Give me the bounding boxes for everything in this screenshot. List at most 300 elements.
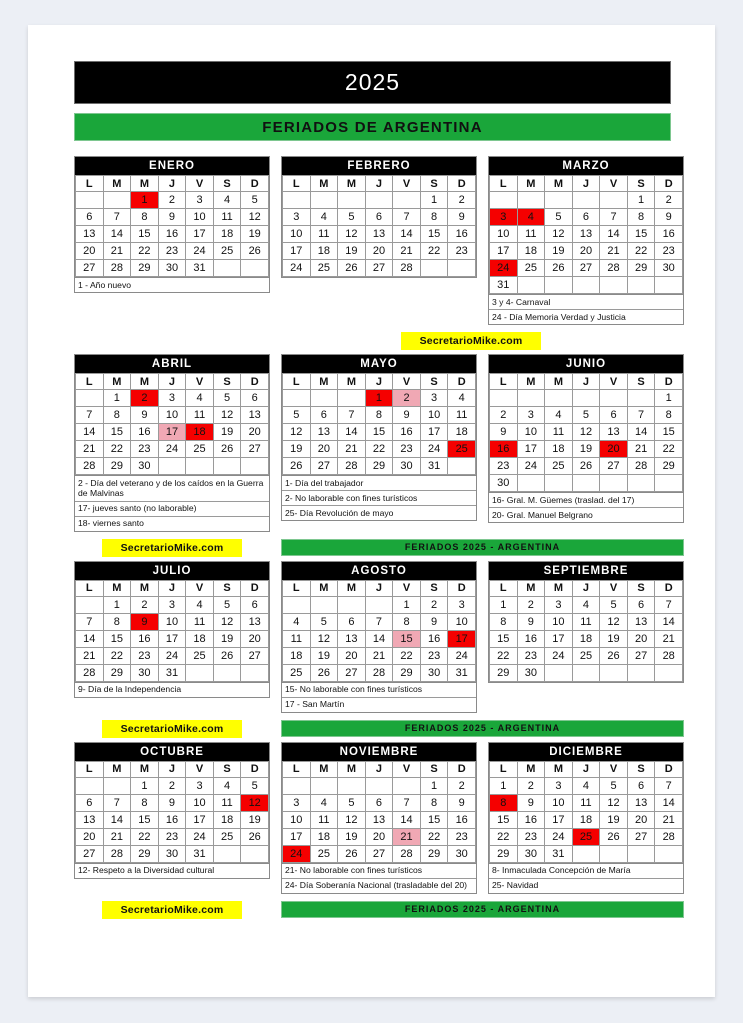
- day-cell[interactable]: 17: [420, 424, 448, 441]
- day-cell[interactable]: 11: [186, 613, 214, 630]
- day-cell[interactable]: 16: [158, 226, 186, 243]
- day-cell[interactable]: 7: [76, 407, 104, 424]
- day-cell[interactable]: 8: [131, 209, 159, 226]
- day-cell[interactable]: 2: [517, 596, 545, 613]
- day-cell[interactable]: 5: [545, 209, 573, 226]
- day-cell[interactable]: 31: [420, 458, 448, 475]
- day-cell[interactable]: 23: [393, 441, 421, 458]
- day-cell[interactable]: 24: [158, 647, 186, 664]
- day-cell[interactable]: 21: [338, 441, 366, 458]
- day-cell[interactable]: 13: [338, 630, 366, 647]
- day-cell[interactable]: 6: [627, 777, 655, 794]
- day-cell[interactable]: 27: [241, 441, 269, 458]
- day-cell[interactable]: 4: [572, 596, 600, 613]
- day-cell[interactable]: 26: [600, 828, 628, 845]
- day-cell[interactable]: 23: [131, 441, 159, 458]
- day-cell[interactable]: 8: [420, 794, 448, 811]
- day-cell-holiday[interactable]: 17: [448, 630, 476, 647]
- day-cell[interactable]: 10: [186, 209, 214, 226]
- watermark-banner[interactable]: SecretarioMike.com: [102, 720, 242, 738]
- day-cell[interactable]: 24: [186, 828, 214, 845]
- day-cell[interactable]: 11: [310, 226, 338, 243]
- day-cell[interactable]: 25: [283, 664, 311, 681]
- day-cell[interactable]: 19: [338, 243, 366, 260]
- day-cell[interactable]: 26: [338, 260, 366, 277]
- day-cell[interactable]: 3: [186, 192, 214, 209]
- day-cell[interactable]: 18: [310, 828, 338, 845]
- day-cell[interactable]: 30: [393, 458, 421, 475]
- day-cell[interactable]: 4: [213, 777, 241, 794]
- day-cell-holiday[interactable]: 3: [490, 209, 518, 226]
- day-cell[interactable]: 22: [490, 647, 518, 664]
- day-cell[interactable]: 5: [338, 209, 366, 226]
- day-cell[interactable]: 15: [103, 630, 131, 647]
- day-cell[interactable]: 5: [213, 390, 241, 407]
- day-cell[interactable]: 23: [655, 243, 683, 260]
- day-cell[interactable]: 3: [186, 777, 214, 794]
- day-cell[interactable]: 11: [283, 630, 311, 647]
- day-cell[interactable]: 2: [158, 192, 186, 209]
- day-cell[interactable]: 3: [283, 794, 311, 811]
- day-cell[interactable]: 18: [186, 630, 214, 647]
- day-cell[interactable]: 21: [627, 441, 655, 458]
- day-cell-holiday[interactable]: 2: [131, 390, 159, 407]
- day-cell[interactable]: 7: [103, 794, 131, 811]
- day-cell[interactable]: 17: [186, 226, 214, 243]
- day-cell[interactable]: 12: [338, 811, 366, 828]
- day-cell[interactable]: 3: [545, 777, 573, 794]
- day-cell[interactable]: 28: [76, 458, 104, 475]
- day-cell[interactable]: 7: [365, 613, 393, 630]
- day-cell[interactable]: 28: [600, 260, 628, 277]
- day-cell[interactable]: 6: [365, 209, 393, 226]
- day-cell[interactable]: 11: [448, 407, 476, 424]
- day-cell[interactable]: 29: [490, 664, 518, 681]
- day-cell[interactable]: 10: [158, 613, 186, 630]
- day-cell[interactable]: 12: [213, 407, 241, 424]
- day-cell[interactable]: 29: [131, 845, 159, 862]
- day-cell[interactable]: 10: [186, 794, 214, 811]
- day-cell[interactable]: 3: [517, 407, 545, 424]
- day-cell[interactable]: 23: [448, 243, 476, 260]
- day-cell[interactable]: 16: [448, 226, 476, 243]
- day-cell[interactable]: 24: [545, 828, 573, 845]
- day-cell[interactable]: 25: [186, 647, 214, 664]
- day-cell-holiday[interactable]: 12: [241, 794, 269, 811]
- day-cell-holiday[interactable]: 24: [490, 260, 518, 277]
- day-cell[interactable]: 18: [213, 226, 241, 243]
- day-cell[interactable]: 4: [448, 390, 476, 407]
- day-cell[interactable]: 4: [572, 777, 600, 794]
- day-cell[interactable]: 24: [186, 243, 214, 260]
- day-cell[interactable]: 22: [131, 243, 159, 260]
- day-cell[interactable]: 7: [338, 407, 366, 424]
- day-cell-holiday[interactable]: 8: [490, 794, 518, 811]
- day-cell[interactable]: 8: [655, 407, 683, 424]
- day-cell[interactable]: 13: [627, 613, 655, 630]
- day-cell[interactable]: 21: [600, 243, 628, 260]
- day-cell[interactable]: 15: [655, 424, 683, 441]
- watermark-banner[interactable]: SecretarioMike.com: [401, 332, 541, 350]
- day-cell[interactable]: 26: [213, 441, 241, 458]
- day-cell[interactable]: 7: [393, 209, 421, 226]
- day-cell[interactable]: 20: [365, 243, 393, 260]
- day-cell[interactable]: 1: [490, 596, 518, 613]
- day-cell[interactable]: 20: [627, 811, 655, 828]
- day-cell[interactable]: 15: [131, 226, 159, 243]
- day-cell[interactable]: 15: [490, 811, 518, 828]
- day-cell[interactable]: 19: [241, 226, 269, 243]
- day-cell[interactable]: 1: [131, 777, 159, 794]
- day-cell[interactable]: 25: [310, 845, 338, 862]
- day-cell[interactable]: 22: [627, 243, 655, 260]
- day-cell-bridge[interactable]: 21: [393, 828, 421, 845]
- day-cell[interactable]: 8: [627, 209, 655, 226]
- day-cell[interactable]: 28: [338, 458, 366, 475]
- day-cell[interactable]: 3: [545, 596, 573, 613]
- day-cell[interactable]: 8: [103, 613, 131, 630]
- day-cell[interactable]: 10: [545, 613, 573, 630]
- day-cell[interactable]: 10: [490, 226, 518, 243]
- day-cell[interactable]: 9: [655, 209, 683, 226]
- day-cell[interactable]: 11: [213, 209, 241, 226]
- day-cell[interactable]: 5: [241, 777, 269, 794]
- day-cell[interactable]: 27: [241, 647, 269, 664]
- day-cell[interactable]: 31: [186, 260, 214, 277]
- day-cell[interactable]: 14: [365, 630, 393, 647]
- day-cell[interactable]: 29: [131, 260, 159, 277]
- day-cell[interactable]: 19: [545, 243, 573, 260]
- day-cell-holiday[interactable]: 20: [600, 441, 628, 458]
- day-cell[interactable]: 4: [545, 407, 573, 424]
- day-cell[interactable]: 29: [655, 458, 683, 475]
- day-cell[interactable]: 10: [420, 407, 448, 424]
- day-cell[interactable]: 18: [448, 424, 476, 441]
- day-cell[interactable]: 17: [490, 243, 518, 260]
- day-cell[interactable]: 8: [131, 794, 159, 811]
- day-cell[interactable]: 2: [131, 596, 159, 613]
- day-cell[interactable]: 20: [365, 828, 393, 845]
- day-cell[interactable]: 18: [310, 243, 338, 260]
- day-cell[interactable]: 21: [655, 811, 683, 828]
- day-cell[interactable]: 28: [655, 647, 683, 664]
- day-cell[interactable]: 22: [490, 828, 518, 845]
- day-cell[interactable]: 2: [420, 596, 448, 613]
- day-cell[interactable]: 27: [572, 260, 600, 277]
- day-cell[interactable]: 22: [420, 243, 448, 260]
- day-cell-holiday[interactable]: 1: [131, 192, 159, 209]
- day-cell[interactable]: 18: [572, 811, 600, 828]
- day-cell[interactable]: 8: [490, 613, 518, 630]
- day-cell[interactable]: 30: [420, 664, 448, 681]
- day-cell[interactable]: 4: [283, 613, 311, 630]
- day-cell[interactable]: 22: [103, 647, 131, 664]
- day-cell[interactable]: 5: [213, 596, 241, 613]
- watermark-banner[interactable]: SecretarioMike.com: [102, 901, 242, 919]
- day-cell[interactable]: 10: [283, 226, 311, 243]
- day-cell-holiday[interactable]: 4: [517, 209, 545, 226]
- day-cell[interactable]: 20: [241, 630, 269, 647]
- day-cell[interactable]: 1: [627, 192, 655, 209]
- day-cell[interactable]: 21: [103, 243, 131, 260]
- day-cell[interactable]: 3: [448, 596, 476, 613]
- day-cell-holiday[interactable]: 18: [186, 424, 214, 441]
- day-cell[interactable]: 3: [420, 390, 448, 407]
- day-cell[interactable]: 30: [158, 845, 186, 862]
- day-cell[interactable]: 20: [241, 424, 269, 441]
- day-cell[interactable]: 23: [158, 243, 186, 260]
- day-cell-holiday[interactable]: 25: [448, 441, 476, 458]
- day-cell[interactable]: 13: [572, 226, 600, 243]
- day-cell[interactable]: 15: [627, 226, 655, 243]
- day-cell[interactable]: 8: [365, 407, 393, 424]
- day-cell[interactable]: 29: [393, 664, 421, 681]
- day-cell[interactable]: 3: [158, 390, 186, 407]
- day-cell-holiday[interactable]: 16: [490, 441, 518, 458]
- day-cell[interactable]: 26: [213, 647, 241, 664]
- day-cell[interactable]: 23: [420, 647, 448, 664]
- day-cell[interactable]: 17: [158, 630, 186, 647]
- day-cell[interactable]: 13: [76, 811, 104, 828]
- day-cell[interactable]: 10: [517, 424, 545, 441]
- day-cell[interactable]: 16: [131, 424, 159, 441]
- day-cell[interactable]: 29: [627, 260, 655, 277]
- day-cell[interactable]: 30: [158, 260, 186, 277]
- day-cell[interactable]: 19: [600, 811, 628, 828]
- day-cell[interactable]: 23: [448, 828, 476, 845]
- day-cell[interactable]: 15: [103, 424, 131, 441]
- day-cell[interactable]: 24: [448, 647, 476, 664]
- day-cell[interactable]: 7: [655, 777, 683, 794]
- day-cell[interactable]: 4: [213, 192, 241, 209]
- day-cell[interactable]: 16: [420, 630, 448, 647]
- day-cell[interactable]: 3: [283, 209, 311, 226]
- day-cell[interactable]: 12: [545, 226, 573, 243]
- day-cell[interactable]: 28: [103, 260, 131, 277]
- day-cell[interactable]: 15: [131, 811, 159, 828]
- day-cell-holiday[interactable]: 1: [365, 390, 393, 407]
- day-cell[interactable]: 14: [103, 811, 131, 828]
- day-cell[interactable]: 22: [365, 441, 393, 458]
- day-cell[interactable]: 2: [448, 192, 476, 209]
- day-cell[interactable]: 22: [103, 441, 131, 458]
- day-cell[interactable]: 1: [103, 596, 131, 613]
- day-cell[interactable]: 25: [572, 647, 600, 664]
- day-cell[interactable]: 21: [76, 647, 104, 664]
- day-cell[interactable]: 5: [310, 613, 338, 630]
- day-cell[interactable]: 13: [365, 226, 393, 243]
- day-cell[interactable]: 21: [103, 828, 131, 845]
- day-cell[interactable]: 18: [213, 811, 241, 828]
- day-cell[interactable]: 22: [131, 828, 159, 845]
- day-cell[interactable]: 30: [655, 260, 683, 277]
- day-cell[interactable]: 10: [448, 613, 476, 630]
- day-cell[interactable]: 5: [572, 407, 600, 424]
- day-cell[interactable]: 15: [365, 424, 393, 441]
- day-cell[interactable]: 19: [241, 811, 269, 828]
- day-cell[interactable]: 20: [572, 243, 600, 260]
- day-cell[interactable]: 9: [517, 794, 545, 811]
- day-cell[interactable]: 8: [103, 407, 131, 424]
- day-cell[interactable]: 4: [186, 596, 214, 613]
- day-cell[interactable]: 26: [338, 845, 366, 862]
- day-cell[interactable]: 23: [158, 828, 186, 845]
- day-cell[interactable]: 7: [393, 794, 421, 811]
- day-cell[interactable]: 11: [572, 613, 600, 630]
- day-cell[interactable]: 12: [338, 226, 366, 243]
- day-cell[interactable]: 8: [420, 209, 448, 226]
- day-cell[interactable]: 13: [310, 424, 338, 441]
- day-cell[interactable]: 16: [158, 811, 186, 828]
- day-cell[interactable]: 26: [283, 458, 311, 475]
- day-cell[interactable]: 15: [420, 226, 448, 243]
- day-cell[interactable]: 14: [338, 424, 366, 441]
- day-cell[interactable]: 4: [186, 390, 214, 407]
- day-cell[interactable]: 5: [600, 777, 628, 794]
- day-cell[interactable]: 2: [448, 777, 476, 794]
- day-cell[interactable]: 12: [241, 209, 269, 226]
- day-cell[interactable]: 19: [283, 441, 311, 458]
- day-cell[interactable]: 28: [103, 845, 131, 862]
- day-cell[interactable]: 4: [310, 209, 338, 226]
- day-cell[interactable]: 17: [517, 441, 545, 458]
- day-cell[interactable]: 28: [393, 845, 421, 862]
- day-cell[interactable]: 30: [517, 845, 545, 862]
- day-cell[interactable]: 7: [103, 209, 131, 226]
- day-cell[interactable]: 1: [490, 777, 518, 794]
- day-cell[interactable]: 24: [545, 647, 573, 664]
- day-cell[interactable]: 21: [393, 243, 421, 260]
- day-cell[interactable]: 11: [545, 424, 573, 441]
- day-cell[interactable]: 14: [76, 630, 104, 647]
- day-cell[interactable]: 9: [131, 407, 159, 424]
- day-cell[interactable]: 22: [655, 441, 683, 458]
- day-cell[interactable]: 7: [655, 596, 683, 613]
- day-cell[interactable]: 14: [600, 226, 628, 243]
- day-cell[interactable]: 24: [283, 260, 311, 277]
- day-cell[interactable]: 16: [517, 811, 545, 828]
- day-cell[interactable]: 18: [283, 647, 311, 664]
- day-cell[interactable]: 19: [338, 828, 366, 845]
- day-cell[interactable]: 9: [448, 794, 476, 811]
- day-cell[interactable]: 7: [76, 613, 104, 630]
- day-cell-bridge[interactable]: 17: [158, 424, 186, 441]
- day-cell[interactable]: 18: [572, 630, 600, 647]
- day-cell[interactable]: 19: [600, 630, 628, 647]
- day-cell[interactable]: 17: [545, 630, 573, 647]
- day-cell[interactable]: 15: [420, 811, 448, 828]
- day-cell[interactable]: 27: [627, 828, 655, 845]
- day-cell[interactable]: 17: [545, 811, 573, 828]
- day-cell[interactable]: 25: [213, 243, 241, 260]
- day-cell[interactable]: 6: [600, 407, 628, 424]
- day-cell[interactable]: 17: [186, 811, 214, 828]
- day-cell[interactable]: 16: [448, 811, 476, 828]
- day-cell[interactable]: 26: [241, 243, 269, 260]
- day-cell[interactable]: 12: [600, 794, 628, 811]
- day-cell[interactable]: 24: [158, 441, 186, 458]
- day-cell[interactable]: 28: [627, 458, 655, 475]
- day-cell[interactable]: 27: [365, 845, 393, 862]
- day-cell[interactable]: 2: [517, 777, 545, 794]
- day-cell[interactable]: 27: [310, 458, 338, 475]
- day-cell[interactable]: 17: [283, 828, 311, 845]
- day-cell[interactable]: 10: [283, 811, 311, 828]
- day-cell[interactable]: 11: [213, 794, 241, 811]
- day-cell[interactable]: 11: [310, 811, 338, 828]
- day-cell[interactable]: 12: [600, 613, 628, 630]
- day-cell[interactable]: 26: [310, 664, 338, 681]
- day-cell[interactable]: 3: [158, 596, 186, 613]
- day-cell[interactable]: 28: [655, 828, 683, 845]
- day-cell[interactable]: 6: [241, 390, 269, 407]
- day-cell[interactable]: 4: [310, 794, 338, 811]
- day-cell[interactable]: 2: [490, 407, 518, 424]
- day-cell[interactable]: 14: [103, 226, 131, 243]
- day-cell[interactable]: 27: [600, 458, 628, 475]
- day-cell[interactable]: 9: [158, 209, 186, 226]
- day-cell[interactable]: 30: [131, 458, 159, 475]
- day-cell[interactable]: 19: [213, 630, 241, 647]
- day-cell-bridge[interactable]: 2: [393, 390, 421, 407]
- day-cell[interactable]: 9: [393, 407, 421, 424]
- day-cell[interactable]: 1: [655, 390, 683, 407]
- day-cell[interactable]: 9: [517, 613, 545, 630]
- day-cell[interactable]: 28: [76, 664, 104, 681]
- day-cell[interactable]: 5: [338, 794, 366, 811]
- day-cell[interactable]: 12: [310, 630, 338, 647]
- day-cell[interactable]: 14: [655, 613, 683, 630]
- day-cell[interactable]: 31: [186, 845, 214, 862]
- day-cell[interactable]: 26: [572, 458, 600, 475]
- day-cell[interactable]: 30: [131, 664, 159, 681]
- day-cell[interactable]: 7: [600, 209, 628, 226]
- day-cell[interactable]: 29: [365, 458, 393, 475]
- day-cell[interactable]: 5: [241, 192, 269, 209]
- day-cell[interactable]: 14: [627, 424, 655, 441]
- day-cell[interactable]: 2: [655, 192, 683, 209]
- day-cell[interactable]: 25: [545, 458, 573, 475]
- day-cell[interactable]: 6: [241, 596, 269, 613]
- day-cell[interactable]: 1: [420, 192, 448, 209]
- day-cell[interactable]: 23: [517, 828, 545, 845]
- day-cell[interactable]: 6: [310, 407, 338, 424]
- day-cell[interactable]: 9: [420, 613, 448, 630]
- day-cell[interactable]: 28: [365, 664, 393, 681]
- day-cell[interactable]: 27: [76, 845, 104, 862]
- day-cell[interactable]: 10: [545, 794, 573, 811]
- day-cell[interactable]: 20: [627, 630, 655, 647]
- day-cell[interactable]: 19: [572, 441, 600, 458]
- day-cell[interactable]: 13: [600, 424, 628, 441]
- day-cell[interactable]: 14: [76, 424, 104, 441]
- day-cell[interactable]: 27: [365, 260, 393, 277]
- day-cell[interactable]: 6: [627, 596, 655, 613]
- watermark-banner[interactable]: SecretarioMike.com: [102, 539, 242, 557]
- day-cell[interactable]: 13: [627, 794, 655, 811]
- day-cell[interactable]: 28: [393, 260, 421, 277]
- day-cell[interactable]: 27: [76, 260, 104, 277]
- day-cell[interactable]: 27: [627, 647, 655, 664]
- day-cell[interactable]: 31: [490, 277, 518, 294]
- day-cell[interactable]: 21: [76, 441, 104, 458]
- day-cell[interactable]: 26: [600, 647, 628, 664]
- day-cell[interactable]: 8: [393, 613, 421, 630]
- day-cell[interactable]: 25: [186, 441, 214, 458]
- day-cell[interactable]: 26: [241, 828, 269, 845]
- day-cell[interactable]: 9: [448, 209, 476, 226]
- day-cell[interactable]: 13: [241, 407, 269, 424]
